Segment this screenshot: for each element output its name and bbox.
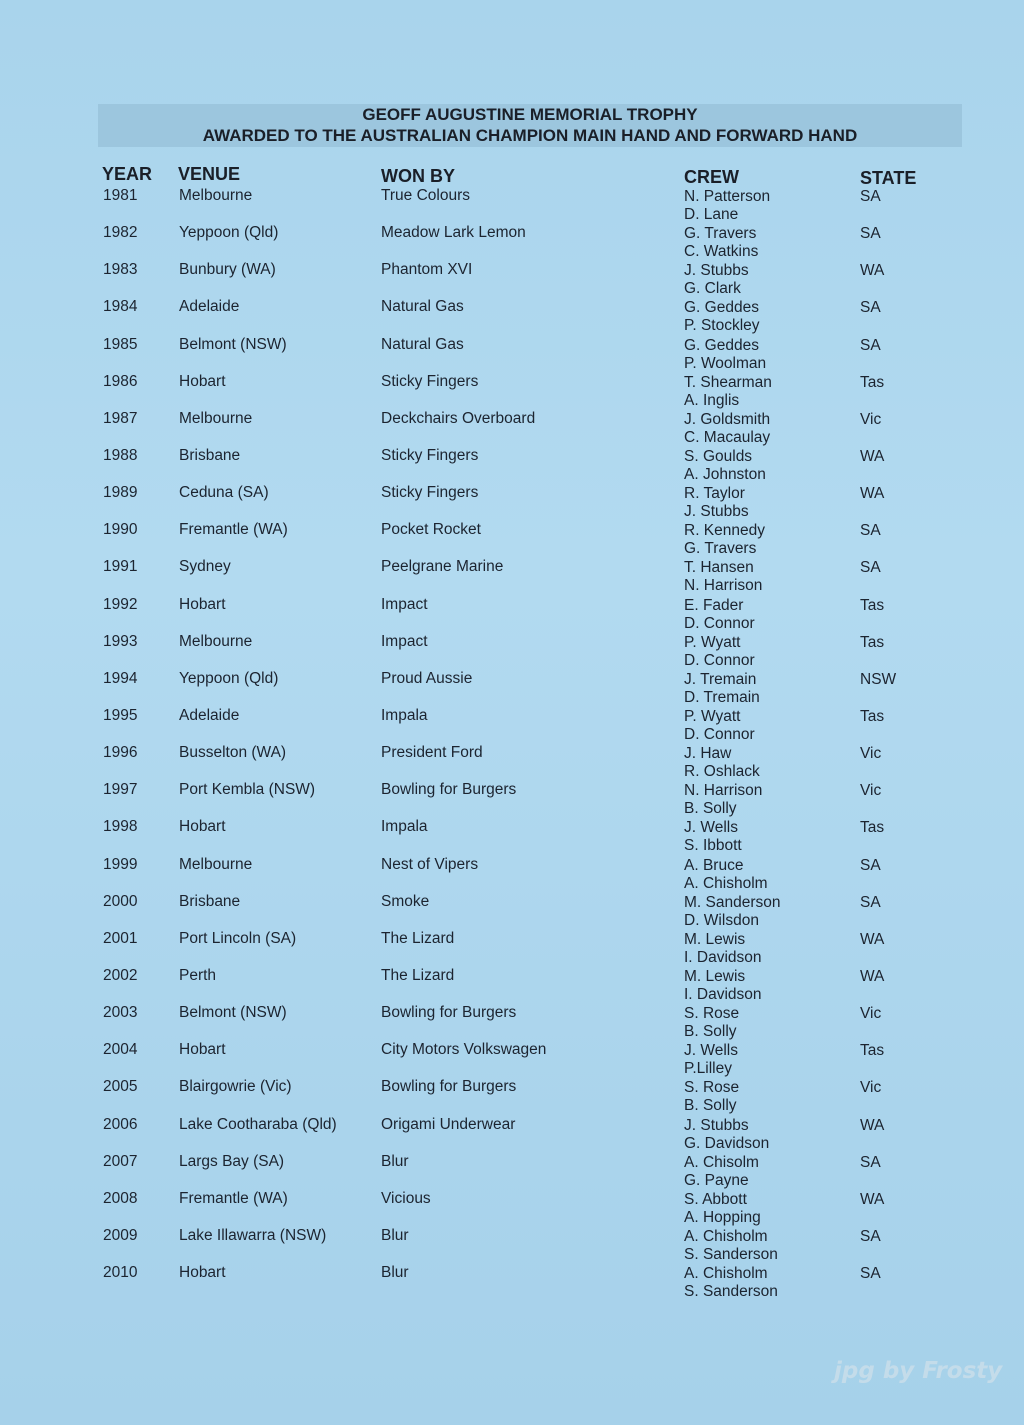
cell-state: SA <box>860 225 881 243</box>
table-row <box>0 261 1024 298</box>
cell-state: Tas <box>860 707 885 725</box>
cell-venue: Perth <box>179 966 217 984</box>
cell-crew-forward-hand: P. Woolman <box>684 354 767 372</box>
cell-year: 1990 <box>103 521 138 539</box>
table-row <box>0 224 1024 261</box>
table-row <box>0 1190 1024 1227</box>
watermark: jpg by Frosty <box>834 1358 1003 1384</box>
cell-crew-main-hand: N. Harrison <box>684 782 763 800</box>
cell-won-by: Blur <box>381 1264 409 1282</box>
title-banner <box>98 104 962 147</box>
cell-state: WA <box>860 930 885 948</box>
cell-won-by: Meadow Lark Lemon <box>381 224 526 242</box>
cell-venue: Port Lincoln (SA) <box>179 929 297 947</box>
cell-won-by: Impala <box>381 706 428 724</box>
cell-crew-main-hand: P. Wyatt <box>684 633 741 651</box>
cell-year: 1987 <box>103 409 138 427</box>
cell-venue: Fremantle (WA) <box>179 521 288 539</box>
cell-crew-main-hand: M. Sanderson <box>684 893 781 911</box>
cell-crew-main-hand: J. Haw <box>684 745 732 763</box>
cell-crew-main-hand: A. Chisholm <box>684 1227 768 1245</box>
cell-won-by: Nest of Vipers <box>381 855 479 873</box>
cell-state: SA <box>860 893 881 911</box>
cell-year: 2009 <box>103 1226 138 1244</box>
cell-crew-forward-hand: D. Wilsdon <box>684 911 759 929</box>
cell-crew-forward-hand: B. Solly <box>684 1097 737 1115</box>
cell-crew-forward-hand: S. Ibbott <box>684 837 742 855</box>
cell-year: 1996 <box>103 744 138 762</box>
cell-won-by: Deckchairs Overboard <box>381 409 536 427</box>
column-header-won-by: WON BY <box>381 166 455 186</box>
cell-venue: Melbourne <box>179 855 253 873</box>
cell-crew-main-hand: S. Goulds <box>684 447 753 465</box>
cell-won-by: Impact <box>381 632 428 650</box>
table-row <box>0 744 1024 781</box>
cell-crew-forward-hand: D. Tremain <box>684 688 760 706</box>
cell-crew-forward-hand: D. Connor <box>684 614 755 632</box>
cell-year: 1984 <box>103 298 138 316</box>
table-row <box>0 893 1024 930</box>
table-row <box>0 1004 1024 1041</box>
table-row <box>0 1153 1024 1190</box>
cell-state: Tas <box>860 819 885 837</box>
cell-crew-main-hand: S. Rose <box>684 1079 740 1097</box>
cell-crew-main-hand: G. Geddes <box>684 336 759 354</box>
cell-year: 2007 <box>103 1152 138 1170</box>
cell-venue: Lake Illawarra (NSW) <box>179 1226 327 1244</box>
cell-state: Vic <box>860 1079 882 1097</box>
cell-year: 2002 <box>103 966 138 984</box>
cell-state: WA <box>860 262 885 280</box>
cell-crew-main-hand: A. Bruce <box>684 856 744 874</box>
table-row <box>0 670 1024 707</box>
cell-venue: Hobart <box>179 595 226 613</box>
cell-crew-main-hand: J. Wells <box>684 1042 738 1060</box>
cell-state: SA <box>860 1227 881 1245</box>
cell-state: Vic <box>860 745 882 763</box>
cell-venue: Yeppoon (Qld) <box>179 669 279 687</box>
cell-won-by: Proud Aussie <box>381 669 473 687</box>
column-header-year: YEAR <box>102 164 153 184</box>
table-row <box>0 410 1024 447</box>
table-row <box>0 298 1024 335</box>
cell-crew-main-hand: G. Geddes <box>684 299 759 317</box>
cell-state: Vic <box>860 410 882 428</box>
table-row <box>0 781 1024 818</box>
cell-state: SA <box>860 1153 881 1171</box>
cell-venue: Lake Cootharaba (Qld) <box>179 1115 337 1133</box>
cell-year: 2000 <box>103 892 138 910</box>
cell-year: 2005 <box>103 1078 138 1096</box>
cell-venue: Brisbane <box>179 446 241 464</box>
cell-won-by: True Colours <box>381 187 471 204</box>
table-row <box>0 856 1024 893</box>
cell-crew-forward-hand: D. Lane <box>684 206 739 223</box>
cell-won-by: Smoke <box>381 892 430 910</box>
cell-year: 1998 <box>103 818 138 836</box>
table-row <box>0 187 1024 224</box>
cell-crew-forward-hand: J. Stubbs <box>684 503 749 521</box>
cell-year: 1982 <box>103 224 138 242</box>
cell-crew-main-hand: R. Taylor <box>684 485 745 503</box>
cell-won-by: Impact <box>381 595 428 613</box>
table-row <box>0 484 1024 521</box>
cell-venue: Hobart <box>179 1041 226 1059</box>
cell-won-by: Bowling for Burgers <box>381 1004 517 1022</box>
cell-venue: Largs Bay (SA) <box>179 1152 285 1170</box>
cell-year: 1992 <box>103 595 138 613</box>
cell-crew-forward-hand: D. Connor <box>684 651 755 669</box>
cell-state: Vic <box>860 1005 882 1023</box>
cell-venue: Belmont (NSW) <box>179 335 287 353</box>
table-row <box>0 1041 1024 1078</box>
cell-state: NSW <box>860 670 897 688</box>
cell-crew-main-hand: P. Wyatt <box>684 707 741 725</box>
cell-year: 2004 <box>103 1041 138 1059</box>
table-row <box>0 521 1024 558</box>
cell-venue: Adelaide <box>179 706 240 724</box>
cell-won-by: Sticky Fingers <box>381 484 479 502</box>
cell-crew-forward-hand: P. Stockley <box>684 317 760 335</box>
cell-year: 2010 <box>103 1264 138 1282</box>
cell-venue: Hobart <box>179 372 226 390</box>
cell-won-by: City Motors Volkswagen <box>381 1041 547 1059</box>
cell-year: 2003 <box>103 1004 138 1022</box>
cell-year: 2001 <box>103 929 138 947</box>
cell-venue: Bunbury (WA) <box>179 261 276 279</box>
cell-year: 1986 <box>103 372 138 390</box>
cell-crew-forward-hand: G. Clark <box>684 280 741 298</box>
cell-state: WA <box>860 1116 885 1134</box>
cell-year: 1989 <box>103 484 138 502</box>
cell-crew-main-hand: J. Goldsmith <box>684 410 771 428</box>
trophy-title: GEOFF AUGUSTINE MEMORIAL TROPHY <box>362 105 698 124</box>
cell-won-by: Origami Underwear <box>381 1115 516 1133</box>
cell-crew-main-hand: G. Travers <box>684 225 757 243</box>
cell-state: SA <box>860 188 881 205</box>
cell-won-by: Phantom XVI <box>381 261 473 279</box>
column-header-venue: VENUE <box>178 164 241 184</box>
cell-crew-forward-hand: R. Oshlack <box>684 763 760 781</box>
cell-crew-forward-hand: G. Davidson <box>684 1134 770 1152</box>
cell-crew-forward-hand: A. Hopping <box>684 1208 761 1226</box>
cell-state: SA <box>860 522 881 540</box>
cell-year: 1995 <box>103 706 138 724</box>
cell-crew-main-hand: S. Rose <box>684 1005 740 1023</box>
cell-year: 1981 <box>103 187 138 204</box>
cell-crew-forward-hand: D. Connor <box>684 725 755 743</box>
cell-venue: Melbourne <box>179 409 253 427</box>
cell-crew-main-hand: A. Chisolm <box>684 1153 759 1171</box>
cell-venue: Adelaide <box>179 298 240 316</box>
cell-year: 1993 <box>103 632 138 650</box>
cell-venue: Brisbane <box>179 892 241 910</box>
cell-state: WA <box>860 967 885 985</box>
cell-crew-forward-hand: S. Sanderson <box>684 1283 778 1301</box>
cell-venue: Port Kembla (NSW) <box>179 781 316 799</box>
table-row <box>0 818 1024 855</box>
cell-won-by: President Ford <box>381 744 483 762</box>
cell-venue: Hobart <box>179 818 226 836</box>
cell-state: SA <box>860 559 881 577</box>
table-row <box>0 1227 1024 1264</box>
cell-year: 1991 <box>103 558 138 576</box>
cell-state: Tas <box>860 596 885 614</box>
table-row <box>0 967 1024 1004</box>
cell-crew-forward-hand: B. Solly <box>684 1023 737 1041</box>
cell-crew-main-hand: R. Kennedy <box>684 522 765 540</box>
cell-crew-forward-hand: S. Sanderson <box>684 1245 778 1263</box>
column-header-crew: CREW <box>684 167 739 187</box>
cell-crew-main-hand: N. Patterson <box>684 188 771 205</box>
cell-crew-forward-hand: A. Johnston <box>684 465 766 483</box>
table-row <box>0 1116 1024 1153</box>
cell-crew-main-hand: T. Shearman <box>684 373 772 391</box>
cell-won-by: Sticky Fingers <box>381 372 479 390</box>
cell-won-by: The Lizard <box>381 966 455 984</box>
cell-crew-forward-hand: A. Inglis <box>684 391 740 409</box>
cell-venue: Busselton (WA) <box>179 744 287 762</box>
cell-crew-forward-hand: B. Solly <box>684 800 737 818</box>
cell-year: 2008 <box>103 1189 138 1207</box>
cell-state: WA <box>860 485 885 503</box>
table-row <box>0 633 1024 670</box>
cell-crew-forward-hand: G. Travers <box>684 540 757 558</box>
cell-year: 1994 <box>103 669 138 687</box>
cell-won-by: Bowling for Burgers <box>381 1078 517 1096</box>
cell-year: 1983 <box>103 261 138 279</box>
cell-crew-main-hand: M. Lewis <box>684 967 746 985</box>
cell-won-by: Bowling for Burgers <box>381 781 517 799</box>
cell-crew-forward-hand: N. Harrison <box>684 577 763 595</box>
table-row <box>0 596 1024 633</box>
table-row <box>0 373 1024 410</box>
cell-won-by: Pocket Rocket <box>381 521 481 539</box>
cell-venue: Hobart <box>179 1264 226 1282</box>
cell-venue: Sydney <box>179 558 231 576</box>
cell-crew-main-hand: J. Wells <box>684 819 738 837</box>
cell-crew-forward-hand: C. Macaulay <box>684 428 771 446</box>
cell-year: 1999 <box>103 855 138 873</box>
cell-won-by: Impala <box>381 818 428 836</box>
cell-crew-main-hand: E. Fader <box>684 596 744 614</box>
cell-won-by: The Lizard <box>381 929 455 947</box>
trophy-subtitle: AWARDED TO THE AUSTRALIAN CHAMPION MAIN HAND AND FORWARD HAND <box>202 126 858 145</box>
cell-crew-forward-hand: P.Lilley <box>684 1060 732 1078</box>
cell-won-by: Natural Gas <box>381 298 464 316</box>
cell-state: SA <box>860 1265 881 1283</box>
cell-state: WA <box>860 447 885 465</box>
cell-state: SA <box>860 299 881 317</box>
cell-state: Tas <box>860 633 885 651</box>
cell-crew-main-hand: S. Abbott <box>684 1190 747 1208</box>
cell-won-by: Sticky Fingers <box>381 446 479 464</box>
cell-won-by: Peelgrane Marine <box>381 558 504 576</box>
cell-state: Tas <box>860 1042 885 1060</box>
cell-won-by: Vicious <box>381 1189 431 1207</box>
table-row <box>0 707 1024 744</box>
cell-venue: Melbourne <box>179 187 253 204</box>
cell-crew-main-hand: J. Stubbs <box>684 1116 749 1134</box>
table-row <box>0 1264 1024 1301</box>
cell-crew-forward-hand: I. Davidson <box>684 948 762 966</box>
cell-state: SA <box>860 336 881 354</box>
cell-won-by: Blur <box>381 1226 409 1244</box>
cell-year: 2006 <box>103 1115 138 1133</box>
cell-crew-main-hand: A. Chisholm <box>684 1265 768 1283</box>
cell-venue: Ceduna (SA) <box>179 484 269 502</box>
cell-venue: Yeppoon (Qld) <box>179 224 279 242</box>
cell-venue: Blairgowrie (Vic) <box>179 1078 292 1096</box>
cell-venue: Belmont (NSW) <box>179 1004 287 1022</box>
column-header-state: STATE <box>860 168 917 188</box>
table-row <box>0 336 1024 373</box>
cell-state: Tas <box>860 373 885 391</box>
cell-state: Vic <box>860 782 882 800</box>
cell-venue: Melbourne <box>179 632 253 650</box>
table-row <box>0 558 1024 595</box>
cell-crew-forward-hand: C. Watkins <box>684 243 759 261</box>
cell-crew-main-hand: J. Stubbs <box>684 262 749 280</box>
cell-won-by: Natural Gas <box>381 335 464 353</box>
cell-state: SA <box>860 856 881 874</box>
cell-crew-forward-hand: I. Davidson <box>684 985 762 1003</box>
cell-crew-main-hand: M. Lewis <box>684 930 746 948</box>
table-row <box>0 930 1024 967</box>
cell-crew-main-hand: J. Tremain <box>684 670 757 688</box>
table-row <box>0 1078 1024 1115</box>
cell-state: WA <box>860 1190 885 1208</box>
cell-year: 1988 <box>103 446 138 464</box>
cell-year: 1997 <box>103 781 138 799</box>
cell-year: 1985 <box>103 335 138 353</box>
cell-crew-forward-hand: G. Payne <box>684 1171 749 1189</box>
cell-won-by: Blur <box>381 1152 409 1170</box>
table-row <box>0 447 1024 484</box>
cell-crew-main-hand: T. Hansen <box>684 559 754 577</box>
cell-crew-forward-hand: A. Chisholm <box>684 874 768 892</box>
cell-venue: Fremantle (WA) <box>179 1189 288 1207</box>
